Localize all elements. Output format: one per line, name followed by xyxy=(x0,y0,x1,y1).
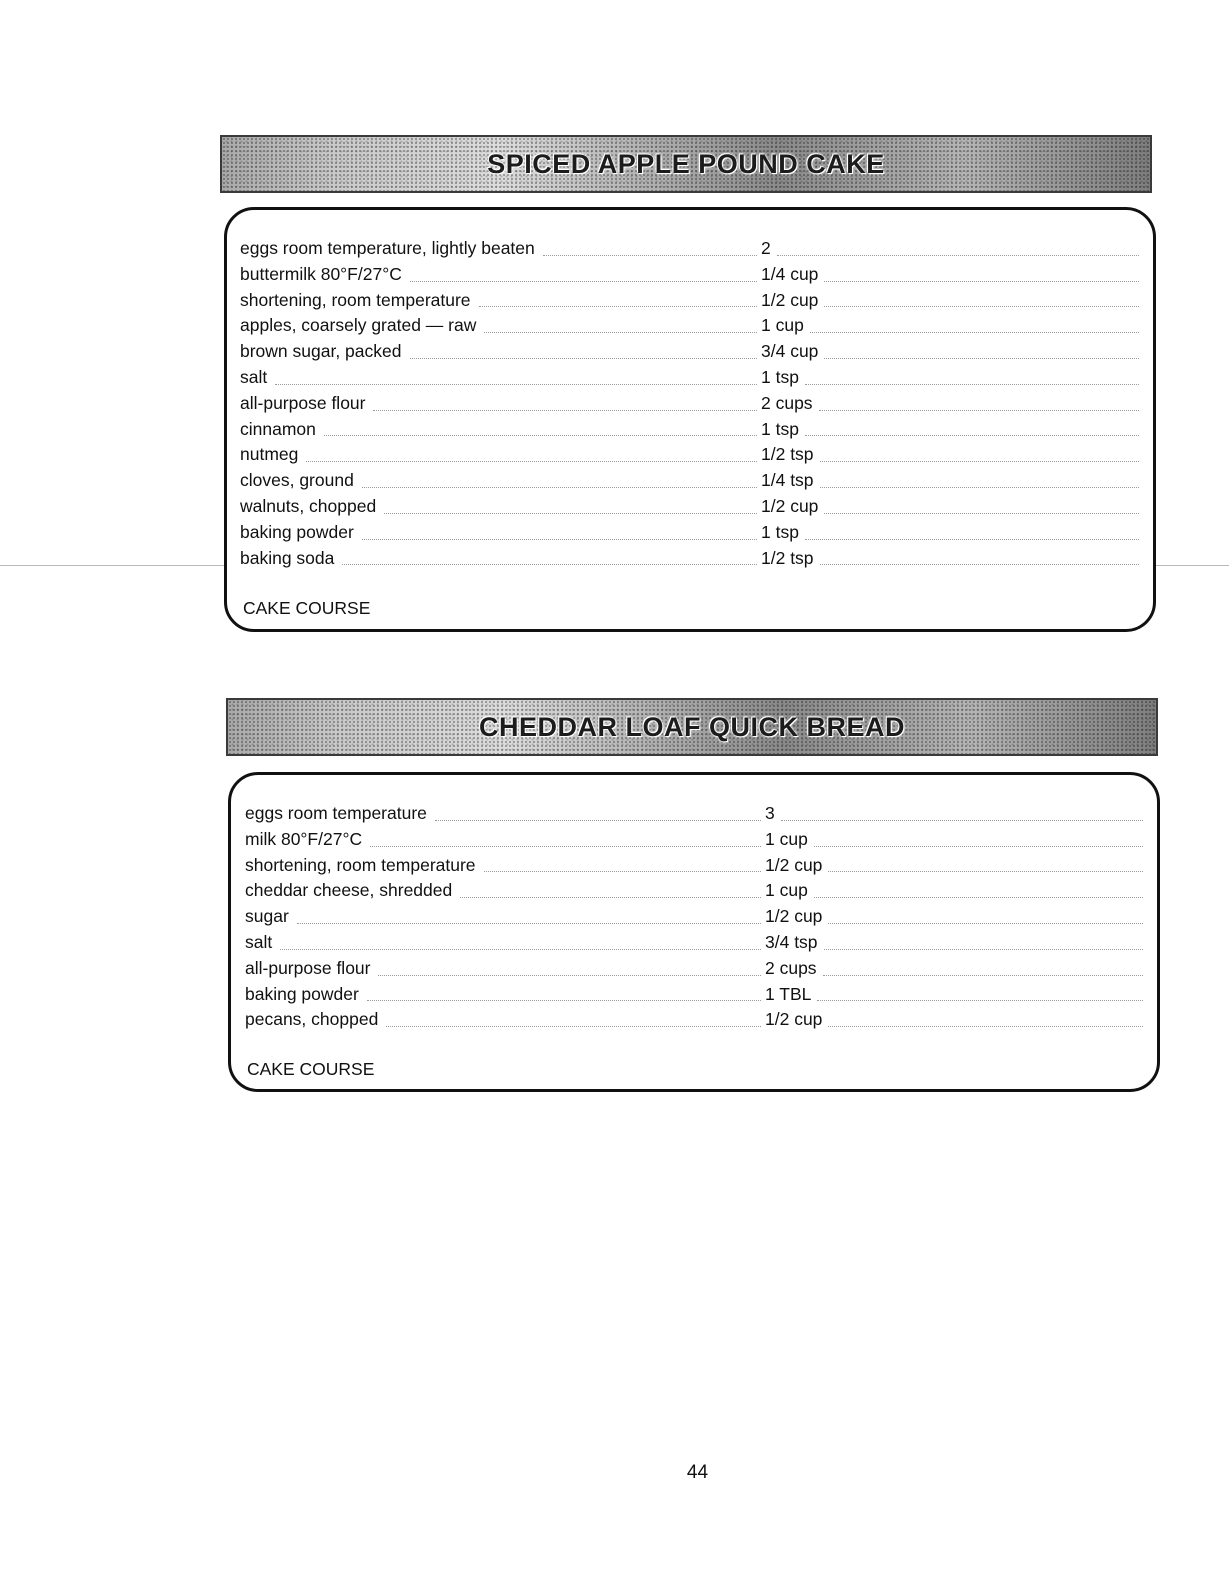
ingredient-quantity: 1/2 tsp xyxy=(761,444,814,465)
recipe-card xyxy=(228,772,1160,1092)
ingredient-name: shortening, room temperature xyxy=(245,854,476,875)
ingredient-name: baking powder xyxy=(240,521,354,542)
ingredient-row xyxy=(231,956,1157,982)
ingredient-row xyxy=(231,801,1157,827)
dotted-leader xyxy=(828,1026,1143,1027)
dotted-leader xyxy=(384,513,757,514)
ingredient-name: pecans, chopped xyxy=(245,1009,379,1030)
recipe-card xyxy=(224,207,1156,632)
dotted-leader xyxy=(484,332,757,333)
dotted-leader xyxy=(820,487,1139,488)
ingredient-name: brown sugar, packed xyxy=(240,341,402,362)
recipe-course: CAKE COURSE xyxy=(243,598,371,618)
dotted-leader xyxy=(367,1000,761,1001)
ingredient-row xyxy=(227,520,1153,546)
dotted-leader xyxy=(410,358,757,359)
dotted-leader xyxy=(824,281,1139,282)
dotted-leader xyxy=(435,820,761,821)
ingredient-quantity: 1/2 cup xyxy=(765,906,823,927)
ingredient-row xyxy=(231,878,1157,904)
dotted-leader xyxy=(814,846,1143,847)
ingredient-row xyxy=(227,236,1153,262)
dotted-leader xyxy=(297,923,761,924)
ingredient-quantity: 2 cups xyxy=(761,392,813,413)
ingredient-row xyxy=(231,982,1157,1008)
dotted-leader xyxy=(805,539,1139,540)
recipe-title: SPICED APPLE POUND CAKE xyxy=(487,148,885,179)
ingredient-name: all-purpose flour xyxy=(245,957,371,978)
ingredient-quantity: 1 tsp xyxy=(761,521,799,542)
ingredient-quantity: 1/4 tsp xyxy=(761,470,814,491)
dotted-leader xyxy=(479,306,757,307)
dotted-leader xyxy=(378,975,761,976)
ingredient-name: eggs room temperature, lightly beaten xyxy=(240,238,535,258)
dotted-leader xyxy=(324,435,757,436)
dotted-leader xyxy=(781,820,1143,821)
recipe-title-banner xyxy=(220,135,1152,193)
dotted-leader xyxy=(362,539,757,540)
dotted-leader xyxy=(820,461,1139,462)
dotted-leader xyxy=(410,281,757,282)
ingredient-quantity: 1 tsp xyxy=(761,366,799,387)
dotted-leader xyxy=(275,384,757,385)
ingredient-row xyxy=(227,417,1153,443)
ingredient-name: salt xyxy=(240,366,268,387)
ingredient-row xyxy=(231,1007,1157,1033)
ingredient-quantity: 2 xyxy=(761,238,771,258)
ingredient-name: cheddar cheese, shredded xyxy=(245,880,453,901)
ingredient-quantity: 1 cup xyxy=(765,880,808,901)
dotted-leader xyxy=(823,975,1143,976)
ingredient-row xyxy=(227,339,1153,365)
dotted-leader xyxy=(342,564,757,565)
ingredient-row xyxy=(227,288,1153,314)
ingredient-quantity: 3/4 tsp xyxy=(765,931,818,952)
dotted-leader xyxy=(306,461,757,462)
dotted-leader xyxy=(810,332,1139,333)
recipe-title-banner xyxy=(226,698,1158,756)
ingredient-name: eggs room temperature xyxy=(245,803,427,823)
dotted-leader xyxy=(814,897,1143,898)
ingredient-quantity: 1/2 cup xyxy=(761,495,819,516)
ingredient-quantity: 1/2 cup xyxy=(761,289,819,310)
dotted-leader xyxy=(460,897,761,898)
ingredient-name: baking powder xyxy=(245,983,359,1004)
dotted-leader xyxy=(777,255,1139,256)
ingredient-name: baking soda xyxy=(240,547,335,568)
dotted-leader xyxy=(824,358,1139,359)
ingredient-row xyxy=(227,313,1153,339)
ingredient-row xyxy=(227,442,1153,468)
dotted-leader xyxy=(828,871,1143,872)
ingredient-quantity: 2 cups xyxy=(765,957,817,978)
ingredient-quantity: 1 tsp xyxy=(761,418,799,439)
ingredient-row xyxy=(231,930,1157,956)
dotted-leader xyxy=(484,871,761,872)
ingredient-row xyxy=(227,546,1153,572)
ingredient-name: nutmeg xyxy=(240,444,299,465)
ingredient-row xyxy=(227,391,1153,417)
ingredient-name: walnuts, chopped xyxy=(240,495,377,516)
dotted-leader xyxy=(828,923,1143,924)
dotted-leader xyxy=(543,255,757,256)
dotted-leader xyxy=(386,1026,761,1027)
ingredient-row xyxy=(227,262,1153,288)
ingredient-name: cloves, ground xyxy=(240,470,354,491)
ingredient-name: shortening, room temperature xyxy=(240,289,471,310)
ingredient-name: milk 80°F/27°C xyxy=(245,828,363,849)
dotted-leader xyxy=(805,435,1139,436)
dotted-leader xyxy=(820,564,1139,565)
ingredient-list xyxy=(227,236,1153,571)
recipe-title: CHEDDAR LOAF QUICK BREAD xyxy=(479,711,905,742)
dotted-leader xyxy=(824,306,1139,307)
dotted-leader xyxy=(362,487,757,488)
dotted-leader xyxy=(373,410,757,411)
ingredient-row xyxy=(227,468,1153,494)
ingredient-name: sugar xyxy=(245,906,289,927)
ingredient-row xyxy=(231,827,1157,853)
ingredient-row xyxy=(231,853,1157,879)
dotted-leader xyxy=(819,410,1139,411)
dotted-leader xyxy=(280,949,761,950)
ingredient-quantity: 1/4 cup xyxy=(761,263,819,284)
ingredient-row xyxy=(227,494,1153,520)
ingredient-list xyxy=(231,801,1157,1033)
ingredient-quantity: 3/4 cup xyxy=(761,341,819,362)
ingredient-quantity: 1/2 tsp xyxy=(761,547,814,568)
dotted-leader xyxy=(370,846,761,847)
ingredient-row xyxy=(231,904,1157,930)
recipe-course: CAKE COURSE xyxy=(247,1059,375,1079)
page-number: 44 xyxy=(686,1462,709,1483)
ingredient-quantity: 3 xyxy=(765,803,775,823)
ingredient-name: all-purpose flour xyxy=(240,392,366,413)
ingredient-quantity: 1/2 cup xyxy=(765,854,823,875)
ingredient-quantity: 1 cup xyxy=(761,315,804,336)
ingredient-name: apples, coarsely grated — raw xyxy=(240,315,477,336)
ingredient-quantity: 1 cup xyxy=(765,828,808,849)
ingredient-row xyxy=(227,365,1153,391)
ingredient-name: buttermilk 80°F/27°C xyxy=(240,263,402,284)
dotted-leader xyxy=(824,513,1139,514)
ingredient-quantity: 1 TBL xyxy=(765,983,812,1004)
dotted-leader xyxy=(824,949,1143,950)
ingredient-quantity: 1/2 cup xyxy=(765,1009,823,1030)
ingredient-name: salt xyxy=(245,931,273,952)
dotted-leader xyxy=(805,384,1139,385)
dotted-leader xyxy=(817,1000,1143,1001)
ingredient-name: cinnamon xyxy=(240,418,316,439)
